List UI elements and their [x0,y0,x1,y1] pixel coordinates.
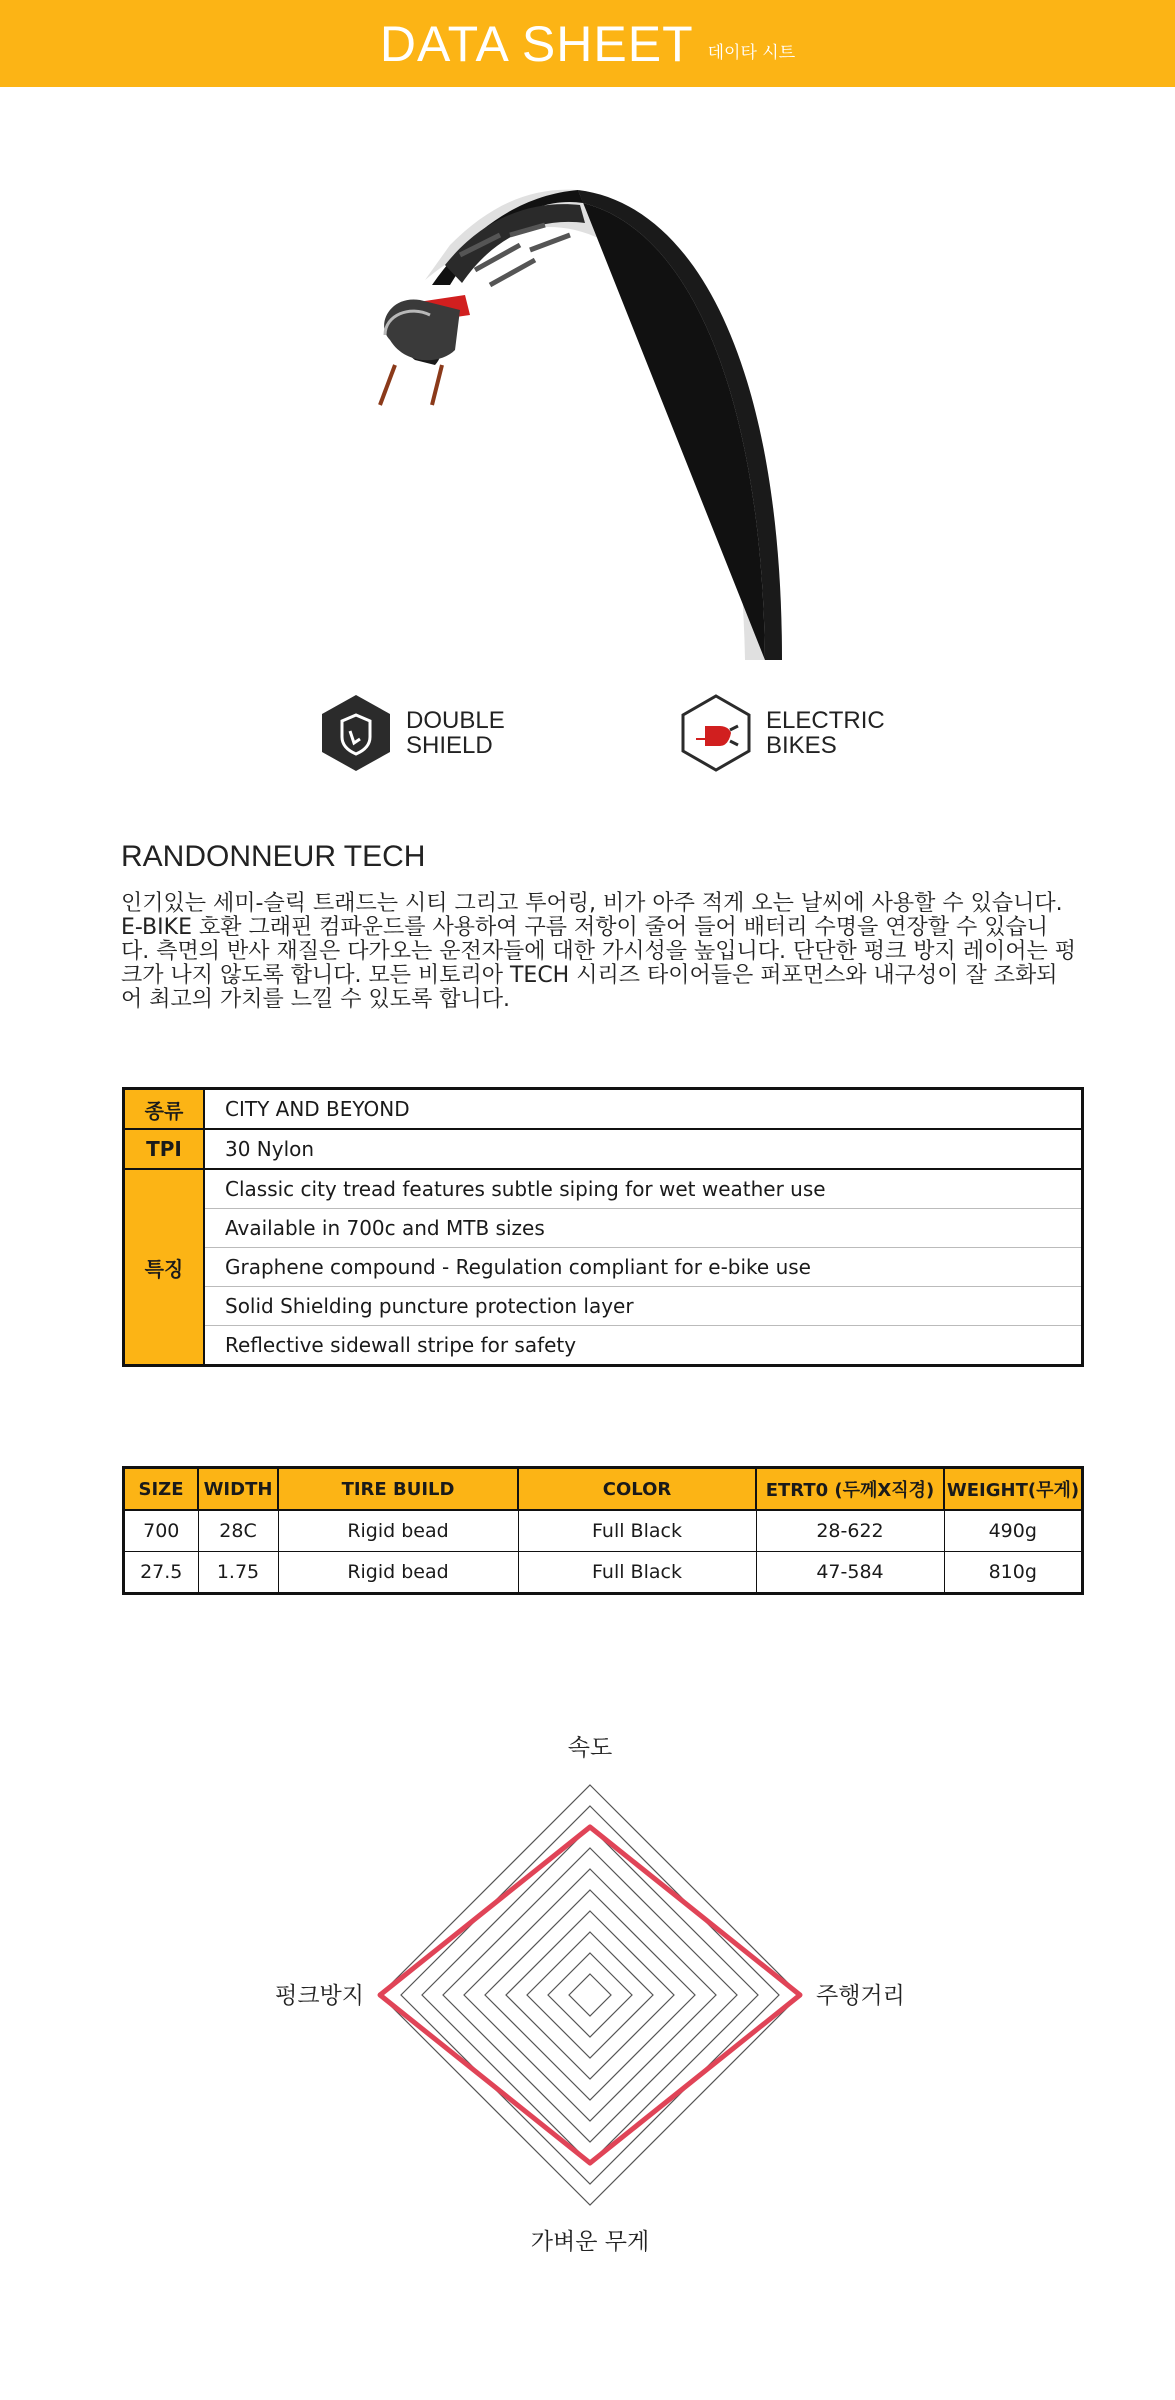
header-bar [0,0,1175,87]
cell-etrto: 47-584 [756,1552,944,1594]
feature-electric-bikes [680,693,885,773]
spec-key-features: 특징 [124,1169,205,1366]
header-etrto: ETRT0 (두께X직경) [756,1468,944,1511]
cell-width: 1.75 [198,1552,278,1594]
page-title: DATA SHEET [379,15,694,72]
table-row [124,1510,1083,1552]
spec-feature-item: Reflective sidewall stripe for safety [204,1326,1083,1366]
tire-image [370,175,790,660]
radar-axis-label: 가벼운 무게 [530,2229,650,2255]
electric-plug-icon [680,693,752,773]
radar-grid-ring [548,1953,632,2037]
radar-grid-ring [527,1932,653,2058]
radar-grid-ring [422,1827,758,2163]
spec-feature-item: Graphene compound - Regulation compliant for e-bike use [204,1248,1083,1287]
table-row [124,1552,1083,1594]
page-subtitle: 데이타 시트 [707,43,796,63]
spec-row-feature [124,1169,1083,1209]
size-table [122,1466,1084,1595]
feature-double-shield [320,693,505,773]
cell-weight: 490g [944,1510,1083,1552]
feature-label: ELECTRIC BIKES [766,707,885,759]
spec-row-tpi [124,1129,1083,1169]
cell-width: 28C [198,1510,278,1552]
header-color: COLOR [518,1468,756,1511]
header-width: WIDTH [198,1468,278,1511]
spec-row-feature [124,1326,1083,1366]
spec-value-type: CITY AND BEYOND [204,1089,1083,1130]
product-description: 인기있는 세미-슬릭 트래드는 시티 그리고 투어링, 비가 아주 적게 오는 날씨에 사용할 수 있습니다. E-BIKE 호환 그래핀 컴파운드를 사용하여 구름 저항이 줄어 들어 배터리 수명을 연장할 수 있습니다. 측면의 반사 재질은 다가오는 운전자들에 대한 가시성을 높입니다. 단단한 펑크 방지 레이어는 펑크가 나지 않도록 합니다. 모든 비토리아 TECH 시리즈 타이어들은 퍼포먼스와 내구성이 잘 조화되어 최고의 가치를 느낄 수 있도록 합니다. [121,891,1076,1012]
header-weight: WEIGHT(무게) [944,1468,1083,1511]
spec-feature-item: Solid Shielding puncture protection layer [204,1287,1083,1326]
feature-label: DOUBLE SHIELD [406,707,505,759]
double-shield-icon [320,693,392,773]
header-size: SIZE [124,1468,199,1511]
cell-color: Full Black [518,1510,756,1552]
cell-tire-build: Rigid bead [278,1552,518,1594]
cell-size: 700 [124,1510,199,1552]
cell-tire-build: Rigid bead [278,1510,518,1552]
cell-etrto: 28-622 [756,1510,944,1552]
spec-key-type: 종류 [124,1089,205,1130]
radar-grid-ring [443,1848,737,2142]
cell-size: 27.5 [124,1552,199,1594]
radar-grid-ring [569,1974,611,2016]
radar-axis-label: 속도 [567,1735,613,1761]
spec-feature-item: Available in 700c and MTB sizes [204,1209,1083,1248]
radar-chart [250,1720,930,2270]
spec-row-type [124,1089,1083,1130]
radar-axis-label: 주행거리 [816,1983,905,2009]
spec-key-tpi: TPI [124,1129,205,1169]
spec-row-feature [124,1248,1083,1287]
cell-weight: 810g [944,1552,1083,1594]
spec-feature-item: Classic city tread features subtle siping for wet weather use [204,1169,1083,1209]
header-tire-build: TIRE BUILD [278,1468,518,1511]
size-table-header [124,1468,1083,1511]
radar-grid-ring [464,1869,716,2121]
product-title: RANDONNEUR TECH [121,840,426,873]
spec-table [122,1087,1084,1367]
cell-color: Full Black [518,1552,756,1594]
spec-row-feature [124,1209,1083,1248]
radar-grid-ring [401,1806,779,2184]
spec-row-feature [124,1287,1083,1326]
spec-value-tpi: 30 Nylon [204,1129,1083,1169]
radar-axis-label: 펑크방지 [275,1983,364,2009]
radar-grid-ring [506,1911,674,2079]
